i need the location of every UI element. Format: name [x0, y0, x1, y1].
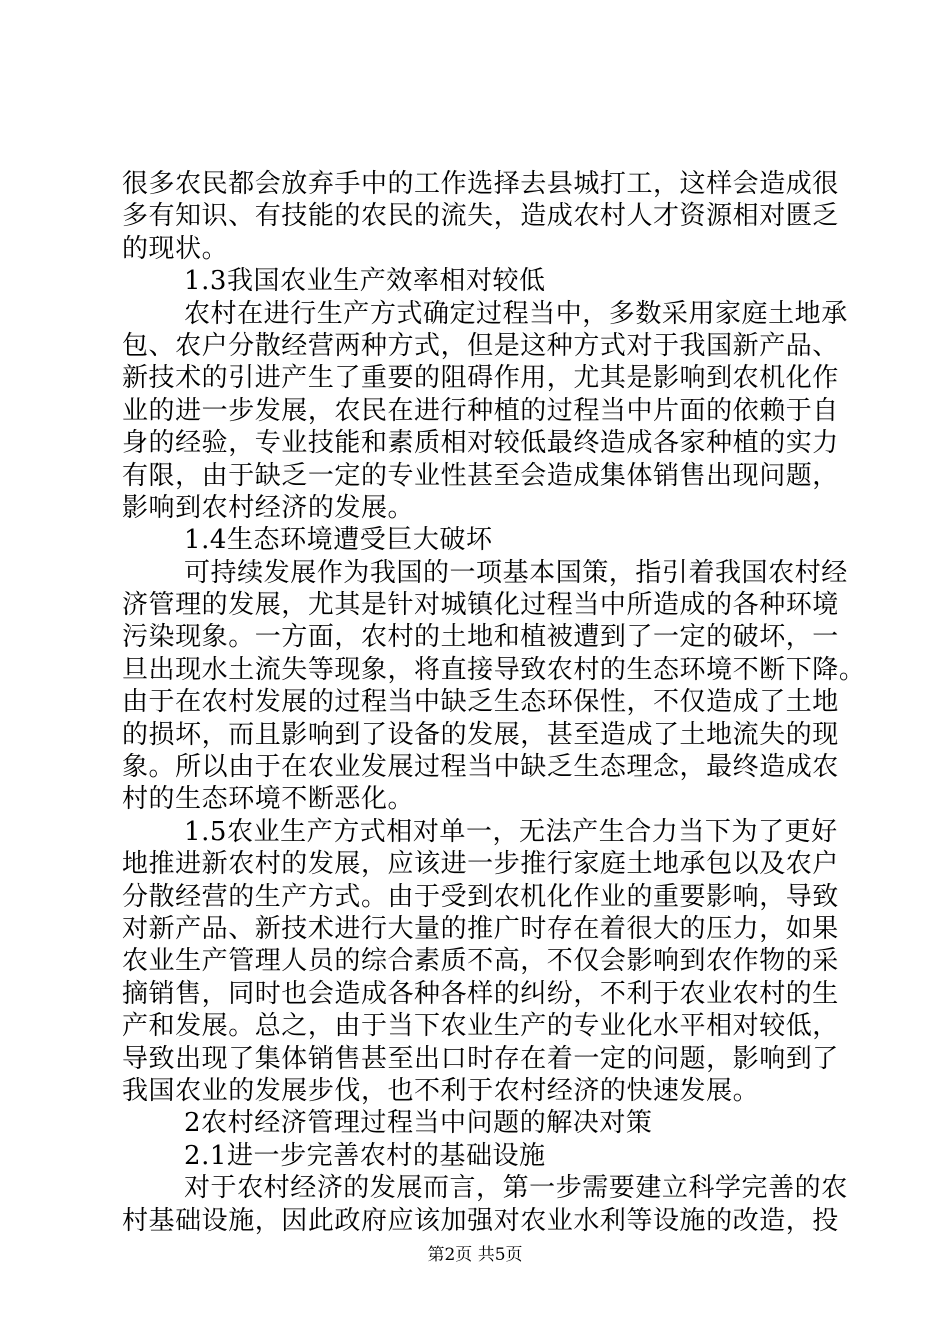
- text-line: 可持续发展作为我国的一项基本国策，指引着我国农村经: [184, 557, 848, 588]
- text-line: 有限，由于缺乏一定的专业性甚至会造成集体销售出现问题，: [122, 460, 839, 491]
- text-line: 1.3我国农业生产效率相对较低: [184, 266, 546, 297]
- text-line: 污染现象。一方面，农村的土地和植被遭到了一定的破坏，一: [122, 622, 839, 653]
- text-line: 2.1进一步完善农村的基础设施: [184, 1140, 546, 1171]
- text-line: 2农村经济管理过程当中问题的解决对策: [184, 1108, 653, 1139]
- text-line: 对于农村经济的发展而言，第一步需要建立科学完善的农: [184, 1173, 848, 1204]
- text-line: 地推进新农村的发展，应该进一步推行家庭土地承包以及农户: [122, 849, 839, 880]
- text-line: 导致出现了集体销售甚至出口时存在着一定的问题，影响到了: [122, 1043, 839, 1074]
- text-line: 对新产品、新技术进行大量的推广时存在着很大的压力，如果: [122, 913, 839, 944]
- document-body: [122, 168, 866, 1237]
- text-line: 旦出现水土流失等现象，将直接导致农村的生态环境不断下降。: [122, 654, 866, 685]
- text-line: 摘销售，同时也会造成各种各样的纠纷，不利于农业农村的生: [122, 978, 839, 1009]
- text-line: 新技术的引进产生了重要的阻碍作用，尤其是影响到农机化作: [122, 363, 839, 394]
- text-line: 多有知识、有技能的农民的流失，造成农村人才资源相对匮乏: [122, 201, 839, 232]
- text-line: 身的经验，专业技能和素质相对较低最终造成各家种植的实力: [122, 428, 839, 459]
- text-line: 象。所以由于在农业发展过程当中缺乏生态理念，最终造成农: [122, 752, 839, 783]
- text-line: 1.5农业生产方式相对单一，无法产生合力当下为了更好: [184, 816, 838, 847]
- text-line: 分散经营的生产方式。由于受到农机化作业的重要影响，导致: [122, 881, 839, 912]
- text-line: 村基础设施，因此政府应该加强对农业水利等设施的改造，投: [122, 1205, 839, 1236]
- text-line: 村的生态环境不断恶化。: [122, 784, 415, 815]
- text-line: 的损坏，而且影响到了设备的发展，甚至造成了土地流失的现: [122, 719, 839, 750]
- text-line: 包、农户分散经营两种方式，但是这种方式对于我国新产品、: [122, 330, 839, 361]
- text-line: 产和发展。总之，由于当下农业生产的专业化水平相对较低，: [122, 1011, 839, 1042]
- text-line: 农业生产管理人员的综合素质不高，不仅会影响到农作物的采: [122, 946, 839, 977]
- text-line: 的现状。: [122, 233, 229, 264]
- text-line: 农村在进行生产方式确定过程当中，多数采用家庭土地承: [184, 298, 848, 329]
- text-line: 1.4生态环境遭受巨大破坏: [184, 525, 493, 556]
- page-footer: 第2页 共5页: [427, 1245, 523, 1265]
- text-line: 由于在农村发展的过程当中缺乏生态环保性，不仅造成了土地: [122, 687, 839, 718]
- text-line: 业的进一步发展，农民在进行种植的过程当中片面的依赖于自: [122, 395, 839, 426]
- text-line: 我国农业的发展步伐，也不利于农村经济的快速发展。: [122, 1075, 760, 1106]
- text-line: 很多农民都会放弃手中的工作选择去县城打工，这样会造成很: [122, 169, 839, 199]
- text-line: 济管理的发展，尤其是针对城镇化过程当中所造成的各种环境: [122, 590, 839, 621]
- text-line: 影响到农村经济的发展。: [122, 492, 415, 523]
